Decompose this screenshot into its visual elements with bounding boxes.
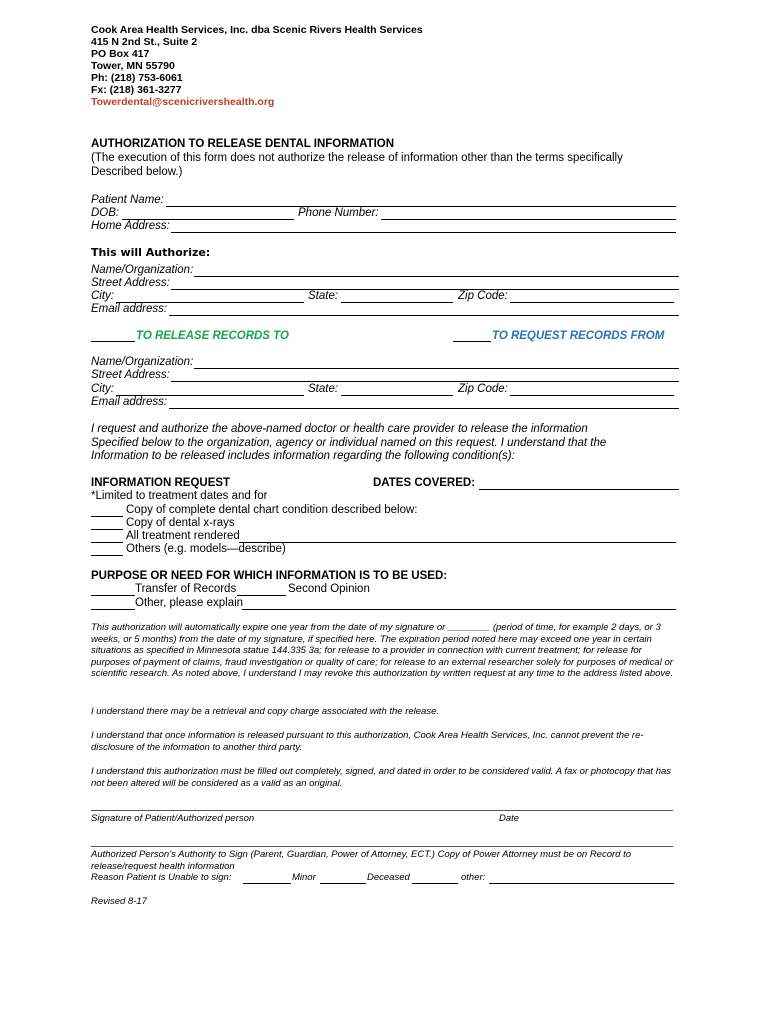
date-label: Date <box>499 813 520 824</box>
other-reason-field[interactable] <box>489 883 674 884</box>
other-reason-label: other: <box>461 872 486 883</box>
name-org-label-2: Name/Organization: <box>91 356 194 368</box>
redisclosure-paragraph: I understand that once information is released pursuant to this authorization, Cook Area Health Services, Inc. cannot prevent the re-disclosure of the information to another third party. <box>91 730 644 753</box>
request-records-from-label: TO REQUEST RECORDS FROM <box>492 330 665 342</box>
second-opinion-label: Second Opinion <box>288 583 370 595</box>
release-checkbox-line[interactable] <box>91 341 135 342</box>
deceased-label: Deceased <box>367 872 410 883</box>
org-phone: Ph: (218) 753-6061 <box>91 72 183 84</box>
patient-name-field[interactable] <box>166 206 676 207</box>
authorize-heading: This will Authorize: <box>91 246 211 259</box>
authorize-name-org-field[interactable] <box>194 276 679 277</box>
name-org-label: Name/Organization: <box>91 264 194 276</box>
zip-label: Zip Code: <box>458 290 508 302</box>
others-checkbox[interactable] <box>91 555 123 556</box>
recipient-email-field[interactable] <box>169 408 679 409</box>
state-label-2: State: <box>308 383 339 395</box>
street-address-label-2: Street Address: <box>91 369 170 381</box>
other-reason-checkbox[interactable] <box>412 883 458 884</box>
phone-number-label: Phone Number: <box>298 207 379 219</box>
chart-copy-checkbox[interactable] <box>91 516 123 517</box>
release-records-to-label: TO RELEASE RECORDS TO <box>136 330 289 342</box>
org-name: Cook Area Health Services, Inc. dba Scenic Rivers Health Services <box>91 24 423 36</box>
other-explain-label: Other, please explain <box>135 597 244 609</box>
recipient-state-field[interactable] <box>341 395 453 396</box>
second-opinion-checkbox[interactable] <box>237 595 286 596</box>
all-treatment-checkbox[interactable] <box>91 542 123 543</box>
authorize-paragraph-line2: Specified below to the organization, agency or individual named on this request. I understand that the <box>91 437 607 449</box>
authorize-zip-field[interactable] <box>510 302 674 303</box>
street-address-label: Street Address: <box>91 277 170 289</box>
chart-copy-label: Copy of complete dental chart condition described below: <box>126 504 418 516</box>
org-email-link[interactable]: Towerdental@scenicrivershealth.org <box>91 96 275 108</box>
request-checkbox-line[interactable] <box>453 341 491 342</box>
expiration-paragraph: This authorization will automatically expire one year from the date of my signature or ________ (period of time, for example 2 days, or 3 weeks, or 5 months) from the date of my signature, if specified here. The expiration period noted here may exceed one year in certain situations as specified in Minnesota statue 144.335 3a; for release to a provider in connection with current treatment; for release for purposes of payment of claims, fraud investigation or quality of care; for release to an external researcher solely for purposes of medical or scientific research. As noted above, I understand I may revoke this authorization by written request at any time to the address listed above. <box>91 622 674 680</box>
copy-charge-paragraph: I understand there may be a retrieval and copy charge associated with the release. <box>91 706 440 717</box>
form-subtitle-line2: Described below.) <box>91 166 183 178</box>
all-treatment-field[interactable] <box>239 542 676 543</box>
org-address: 415 N 2nd St., Suite 2 <box>91 36 198 48</box>
org-fax: Fx: (218) 361-3277 <box>91 84 182 96</box>
recipient-name-org-field[interactable] <box>194 368 679 369</box>
others-label: Others (e.g. models—describe) <box>126 543 286 555</box>
other-explain-field[interactable] <box>242 609 676 610</box>
minor-checkbox[interactable] <box>243 883 291 884</box>
authorize-state-field[interactable] <box>341 302 453 303</box>
other-purpose-checkbox[interactable] <box>91 609 135 610</box>
information-request-heading: INFORMATION REQUEST <box>91 477 231 489</box>
authorize-paragraph-line3: Information to be released includes information regarding the following condition(s): <box>91 450 515 462</box>
dates-covered-label: DATES COVERED: <box>373 477 476 489</box>
org-po-box: PO Box 417 <box>91 48 150 60</box>
home-address-field[interactable] <box>171 232 676 233</box>
signature-line[interactable] <box>91 810 673 811</box>
patient-name-label: Patient Name: <box>91 194 164 206</box>
home-address-label: Home Address: <box>91 220 170 232</box>
revised-label: Revised 8-17 <box>91 896 147 907</box>
recipient-zip-field[interactable] <box>510 395 674 396</box>
zip-label-2: Zip Code: <box>458 383 508 395</box>
authorized-person-line[interactable] <box>91 846 673 847</box>
city-label-2: City: <box>91 383 114 395</box>
authorize-email-field[interactable] <box>169 315 679 316</box>
org-city-state: Tower, MN 55790 <box>91 60 175 72</box>
dates-covered-field[interactable] <box>479 489 679 490</box>
phone-number-field[interactable] <box>381 219 676 220</box>
form-title: AUTHORIZATION TO RELEASE DENTAL INFORMATION <box>91 138 395 150</box>
form-subtitle-line1: (The execution of this form does not authorize the release of information other than the terms specifically <box>91 152 623 164</box>
city-label: City: <box>91 290 114 302</box>
reason-label: Reason Patient is Unable to sign: <box>91 872 232 883</box>
transfer-checkbox[interactable] <box>91 595 135 596</box>
validity-paragraph: I understand this authorization must be filled out completely, signed, and dated in order to be considered valid. A fax or photocopy that has not been altered will be considered as a valid as an original. <box>91 766 672 789</box>
limited-note: *Limited to treatment dates and for <box>91 490 268 502</box>
xray-copy-label: Copy of dental x-rays <box>126 517 235 529</box>
xray-copy-checkbox[interactable] <box>91 529 123 530</box>
recipient-street-field[interactable] <box>171 381 679 382</box>
all-treatment-label: All treatment rendered <box>126 530 240 542</box>
email-label: Email address: <box>91 303 168 315</box>
signature-label: Signature of Patient/Authorized person <box>91 813 255 824</box>
authorize-paragraph-line1: I request and authorize the above-named doctor or health care provider to release the information <box>91 423 588 435</box>
authorize-street-field[interactable] <box>171 289 679 290</box>
dob-label: DOB: <box>91 207 120 219</box>
transfer-records-label: Transfer of Records <box>135 583 237 595</box>
purpose-heading: PURPOSE OR NEED FOR WHICH INFORMATION IS TO BE USED: <box>91 570 448 582</box>
state-label: State: <box>308 290 339 302</box>
email-label-2: Email address: <box>91 396 168 408</box>
minor-label: Minor <box>292 872 316 883</box>
deceased-checkbox[interactable] <box>320 883 366 884</box>
authority-note: Authorized Person’s Authority to Sign (Parent, Guardian, Power of Attorney, ECT.) Copy of Power Attorney must be on Record to release/request health information <box>91 849 632 872</box>
